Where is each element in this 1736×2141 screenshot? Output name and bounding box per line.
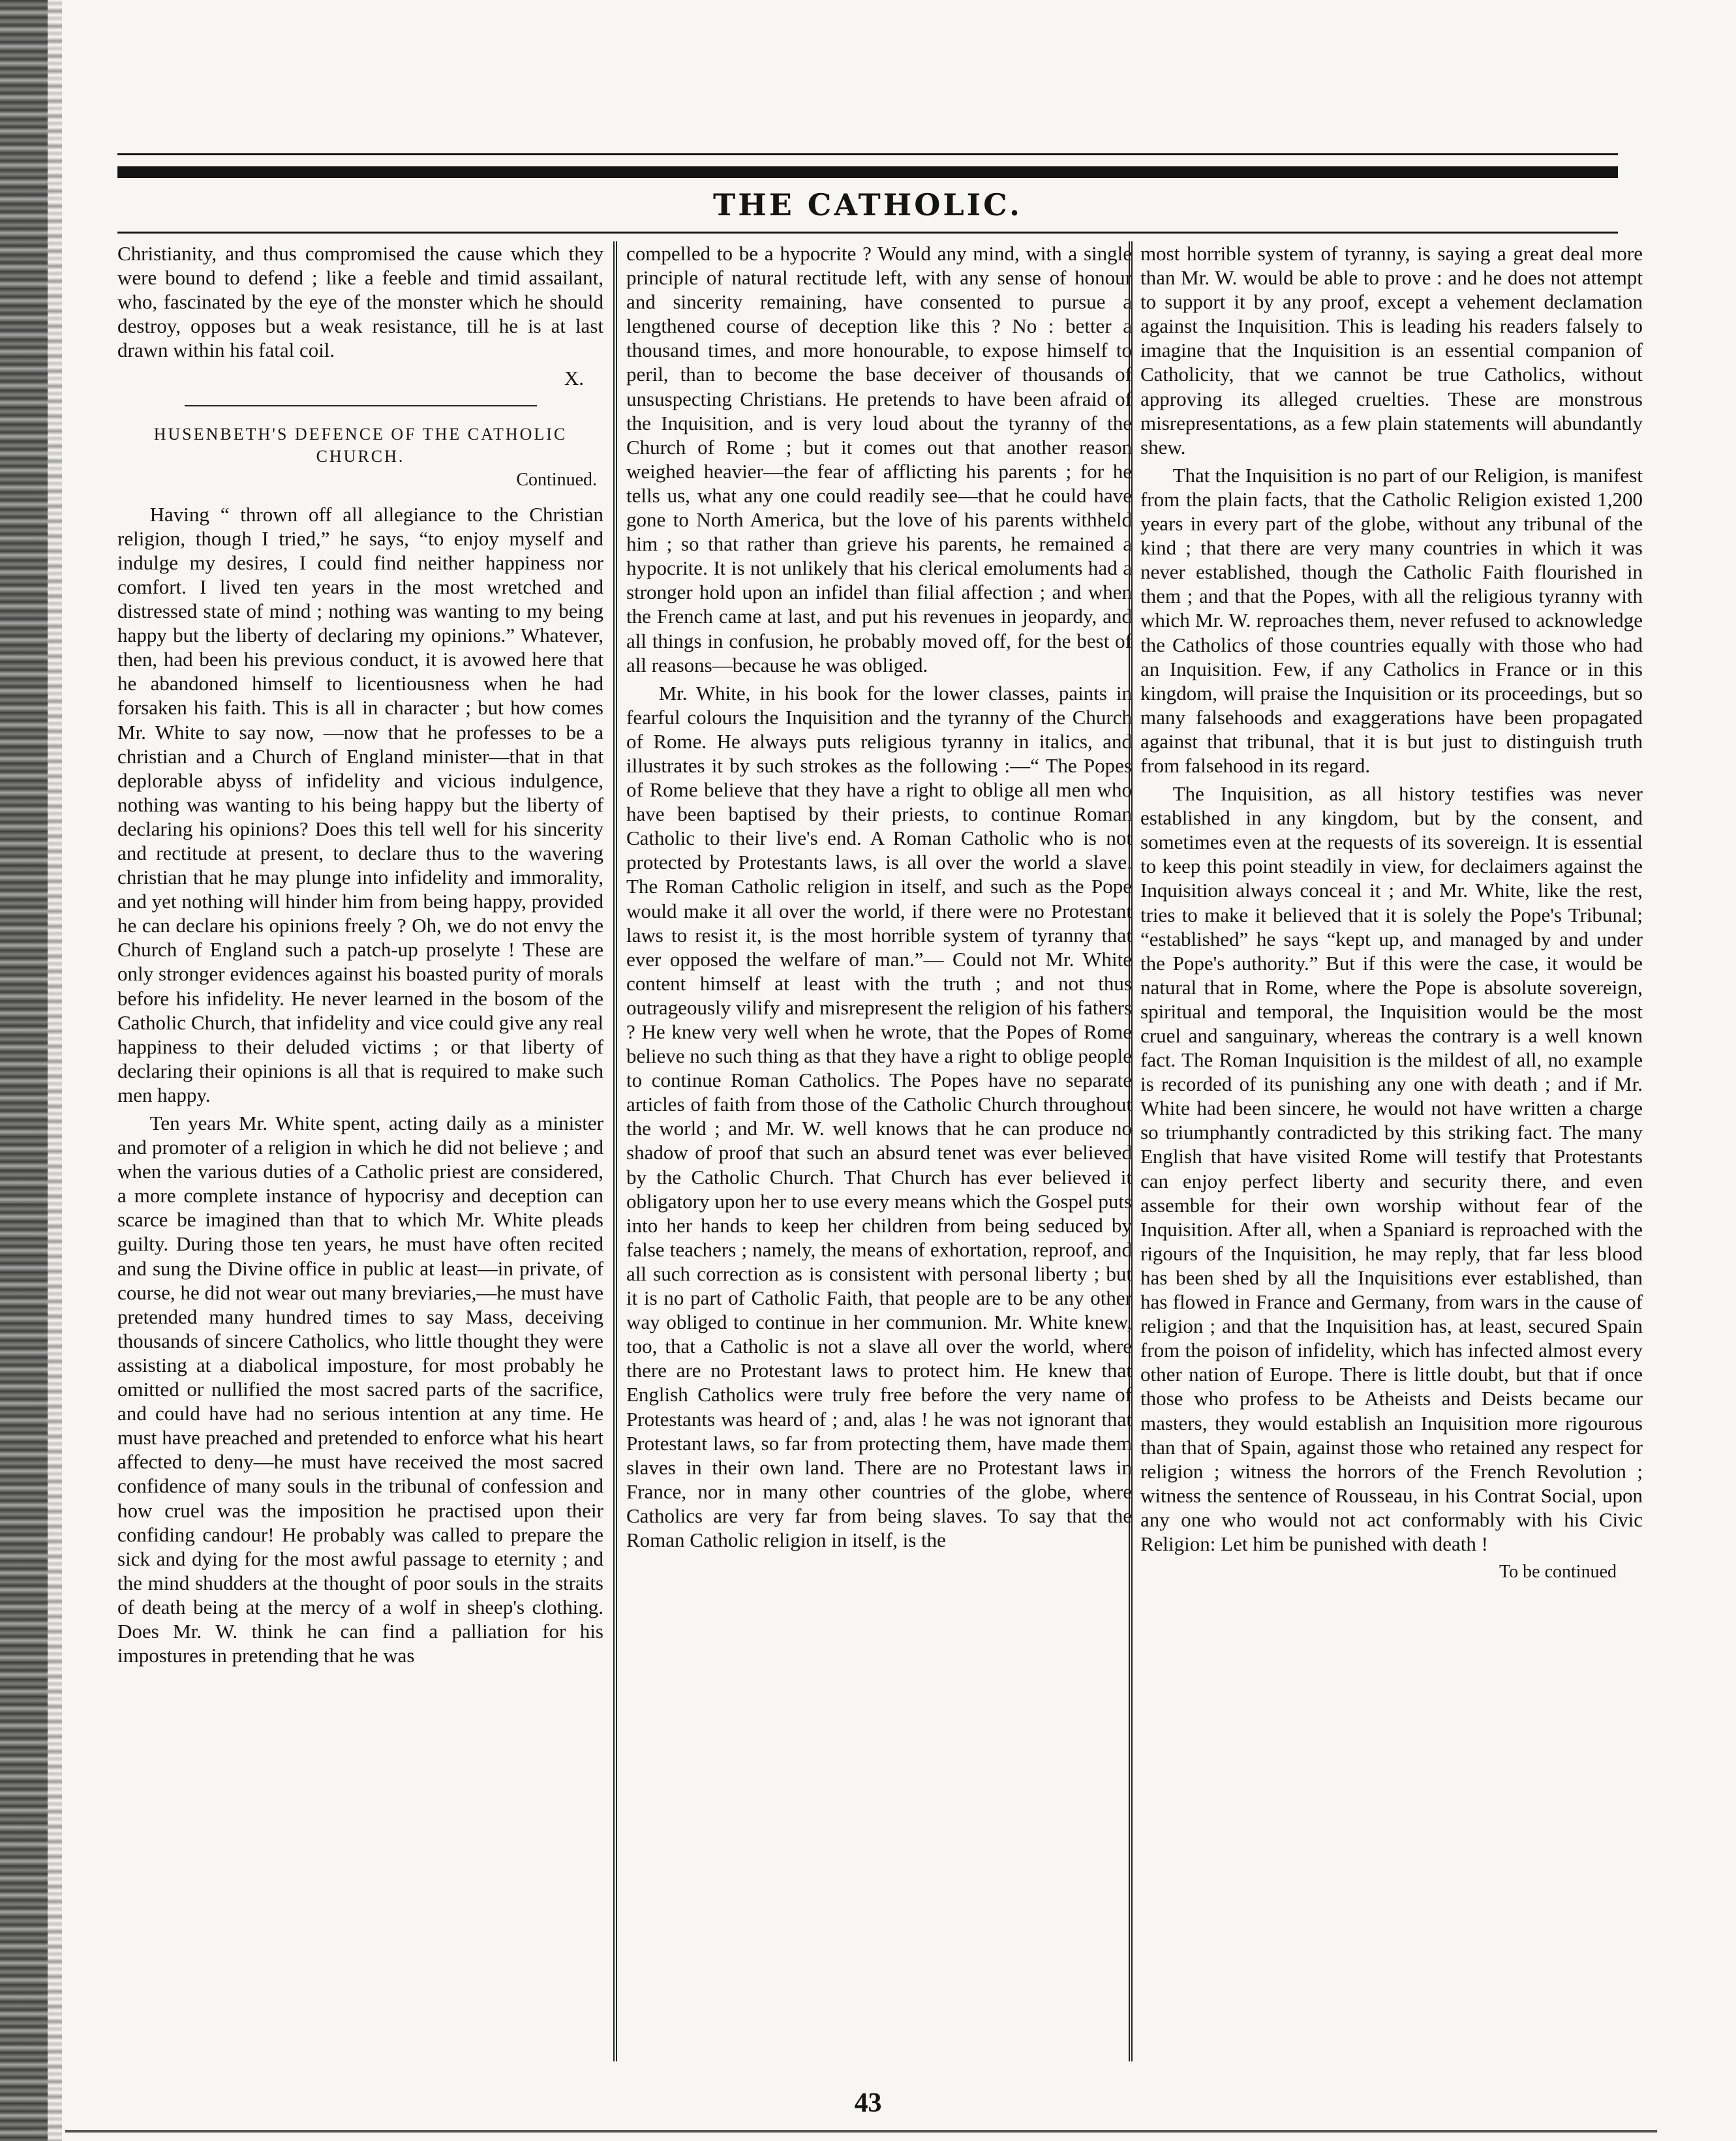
body-paragraph: Having “ thrown off all allegiance to the Christian religion, though I tried,” he says, “to enjoy myself and indulge my desires, I could find neither happiness nor comfort. I lived ten years in the most wretched and distressed state of mind ; nothing was wanting to my being happy but the liberty of declaring my opinions.” Whatever, then, had been his previous conduct, it is avowed here that he abandoned himself to licentiousness when he had forsaken his faith. This is all in character ; but how comes Mr. White to say now, —now that he professes to be a christian and a Church of England minister—that in that deplorable abyss of infidelity and vicious indulgence, nothing was wanting to his being happy but the liberty of declaring his opinions? Does this tell well for his sincerity and rectitude at present, to declare thus to the wavering christian that he may plunge into infidelity and immorality, and yet nothing will hinder him from being happy, provided he can declare his opinions freely ? Oh, we do not envy the Church of England such a patch-up proselyte ! These are only stronger evidences against his boasted purity of morals before his infidelity. He never learned in the bosom of the Catholic Church, that infidelity and vice could give any real happiness to their deluded victims ; or that liberty of declaring their opinions is all that is required to make such men happy.: [117, 502, 603, 1106]
column-3: [1140, 241, 1643, 2055]
body-paragraph: Ten years Mr. White spent, acting daily as a minister and promoter of a religion in which he did not believe ; and when the various duties of a Catholic priest are considered, a more complete instance of hypocrisy and deception can scarce be imagined than that to which Mr. White pleads guilty. During those ten years, he must have often recited and sung the Divine office in public at least—in private, of course, he did not wear out many breviaries,—he must have pretended many hundred times to say Mass, deceiving thousands of sincere Catholics, who little thought they were assisting at a diabolical imposture, for most probably he omitted or nullified the most sacred parts of the sacrifice, and could have had no serious intention at any time. He must have preached and pretended to enforce what his heart affected to deny—he must have received the most sacred confidence of many souls in the tribunal of confession and how cruel was the imposition he practised upon their confiding candour! He probably was called to prepare the sick and dying for the most awful passage to eternity ; and the mind shudders at the thought of poor souls in the straits of death being at the mercy of a wolf in sheep's clothing. Does Mr. W. think he can find a palliation for his impostures in pretending that he was: [117, 1112, 603, 1667]
masthead-rule-top: [117, 153, 1618, 155]
body-paragraph: Mr. White, in his book for the lower classes, paints in fearful colours the Inquisition and the tyranny of the Church of Rome. He always puts religious tyranny in italics, and illustrates it by such strokes as the following :—“ The Popes of Rome believe that they have a right to oblige all men who have been baptised by their priests, to continue Roman Catholic to their live's end. A Roman Catholic who is not protected by Protestants laws, is all over the world a slave. The Roman Catholic religion in itself, and such as the Pope would make it all over the world, if there were no Protestant laws to resist it, is the most horrible system of tyranny that ever opposed the welfare of man.”— Could not Mr. White content himself at least with the truth ; and not thus outrageously vilify and misrepresent the religion of his fathers ? He knew very well when he wrote, that the Popes of Rome believe no such thing as that they have a right to oblige people to continue Roman Catholics. The Popes have no separate articles of faith from those of the Catholic Church throughout the world ; and Mr. W. well knows that he can produce no shadow of proof that such an absurd tenet was ever believed by the Catholic Church. That Church has ever believed it obligatory upon her to use every means which the Gospel puts into her hands to keep her children from being seduced by false teachers ; namely, the means of exhortation, reproof, and all such correction as is consistent with personal liberty ; but it is no part of Catholic Faith, that people are to be any other way obliged to continue in her communion. Mr. White knew, too, that a Catholic is not a slave all over the world, where there are no Protestant laws to protect him. He knew that English Catholics were truly free before the very name of Protestants was heard of ; and, alas ! he was not ignorant that Protestant laws, so far from protecting them, have made them slaves in their own land. There are no Protestant laws in France, nor in many other countries of the globe, where Catholics are very far from being slaves. To say that the Roman Catholic religion in itself, is the: [626, 681, 1132, 1551]
page-number: 43: [854, 2088, 882, 2118]
masthead: [117, 153, 1618, 245]
body-paragraph: That the Inquisition is no part of our Religion, is manifest from the plain facts, that the Catholic Religion existed 1,200 years in every part of the globe, without any tribunal of the kind ; that there are very many countries in which it was never established, though the Catholic Faith flourished in them ; and that the Popes, with all the religious tyranny with which Mr. W. reproaches them, never refused to acknowledge the Catholics of those countries equally with those who had an Inquisition. Few, if any Catholics in France or in this kingdom, will praise the Inquisition or its proceedings, but so many falsehoods and exaggerations have been propagated against that tribunal, that it is but just to distinguish truth from falsehood in its regard.: [1140, 463, 1643, 777]
continued-label: Continued.: [516, 469, 597, 490]
page-title: THE CATHOLIC.: [713, 187, 1022, 222]
section-divider: [185, 405, 537, 406]
article-heading: HUSENBETH'S DEFENCE OF THE CATHOLIC CHURCH.: [153, 424, 568, 466]
bottom-rule: [65, 2130, 1657, 2133]
masthead-rule-thick: [117, 166, 1618, 178]
column-1: [117, 241, 603, 2055]
body-paragraph: most horrible system of tyranny, is saying a great deal more than Mr. W. would be able to prove : and he does not attempt to support it by any proof, except a vehement declamation against the Inquisition. This is leading his readers falsely to imagine that the Inquisition is an essential companion of Catholicity, that we cannot be true Catholics, without approving its alleged cruelties. These are monstrous misrepresentations, as a few plain statements will abundantly shew.: [1140, 242, 1643, 459]
column-divider: [1129, 241, 1133, 2061]
column-2: [626, 241, 1132, 2055]
article-end-paragraph: Christianity, and thus compromised the cause which they were bound to defend ; like a feeble and timid assailant, who, fascinated by the eye of the monster which he should destroy, opposes but a weak resistance, till he is at last drawn within his fatal coil.: [117, 242, 603, 362]
body-paragraph: The Inquisition, as all history testifies was never established in any kingdom, but by the consent, and sometimes even at the requests of its sovereign. It is essential to keep this point steadily in view, for declaimers against the Inquisition always conceal it ; and Mr. White, like the rest, tries to make it believed that it is solely the Pope's Tribunal; “established” he says “kept up, and managed by and under the Pope's authority.” But if this were the case, it would be natural that in Rome, where the Pope is absolute sovereign, spiritual and temporal, the Inquisition would be the most cruel and sanguinary, whereas the contrary is a well known fact. The Roman Inquisition is the mildest of all, no example is recorded of its punishing any one with death ; and if Mr. White had been sincere, he would not have written a charge so triumphantly contradicted by this striking fact. The many English that have visited Rome will testify that Protestants can enjoy perfect liberty and security there, and even assemble for their own worship without fear of the Inquisition. After all, when a Spaniard is reproached with the rigours of the Inquisition, he may reply, that far less blood has been shed by all the Inquisitions ever established, than has flowed in France and Germany, from wars in the cause of religion ; and that the Inquisition has, at least, secured Spain from the poison of infidelity, which has infected almost every other nation of Europe. There is little doubt, but that if once those who profess to be Atheists and Deists became our masters, they would establish an Inquisition more rigourous than that of Spain, against those who retained any respect for religion ; witness the horrors of the French Revolution ; witness the sentence of Rousseau, in his Contrat Social, upon any one who would not act conformably with his Civic Religion: Let him be punished with death !: [1140, 782, 1643, 1555]
masthead-rule-bottom: [117, 232, 1618, 234]
scan-margin: [0, 0, 62, 2141]
column-divider: [613, 241, 617, 2061]
article-signature: X.: [564, 367, 584, 390]
body-paragraph: compelled to be a hypocrite ? Would any mind, with a single principle of natural rectitude left, with any sense of honour and sincerity remaining, have consented to pursue a lengthened course of deception like this ? No : better a thousand times, and more honourable, to expose himself to peril, than to become the base deceiver of thousands of unsuspecting Christians. He pretends to have been afraid of the Inquisition, and is very loud about the tyranny of the Church of Rome ; but it comes out that another reason weighed heavier—the fear of afflicting his parents ; for he tells us, what any one could readily see—that he could have gone to North America, but the love of his parents withheld him ; so that rather than grieve his parents, he remained a hypocrite. It is not unlikely that his clerical emoluments had a stronger hold upon an infidel than filial affection ; and when the French came at last, and put his revenues in jeopardy, and all things in confusion, he probably moved off, for the best of all reasons—because he was obliged.: [626, 242, 1132, 676]
to-be-continued-label: To be continued: [1499, 1562, 1617, 1583]
